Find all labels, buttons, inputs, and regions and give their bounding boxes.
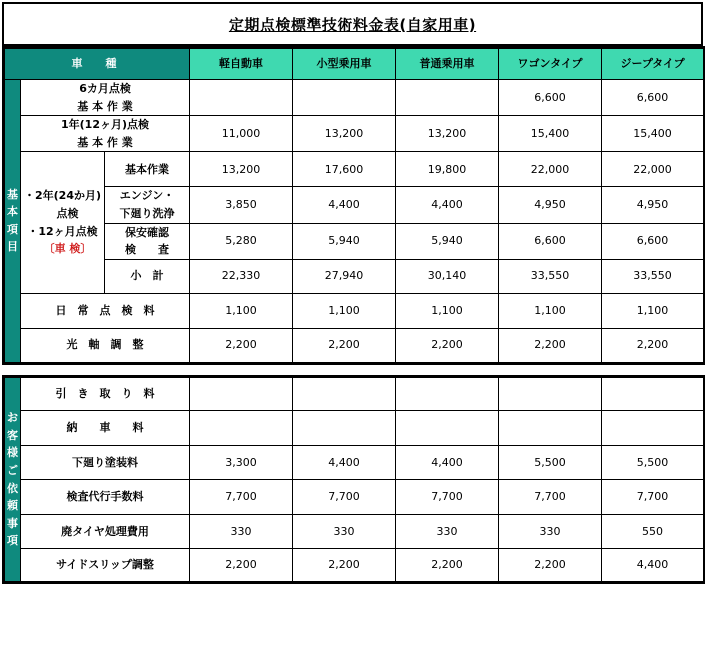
row-label-underbody-paint: 下廻り塗装料	[21, 446, 190, 480]
cell-value	[499, 377, 602, 411]
row-label-engine-wash: エンジン・ 下廻り洗浄	[105, 187, 190, 223]
table-row	[4, 259, 705, 293]
cell-value: 2,200	[190, 328, 293, 363]
table-row	[4, 116, 705, 152]
cell-value: 5,940	[293, 223, 396, 259]
row-label-basic-work: 基本作業	[105, 152, 190, 187]
shaken-label: 〔車 検〕	[43, 242, 92, 256]
cell-value: 4,400	[602, 549, 705, 583]
table-row	[4, 446, 705, 480]
cell-value: 7,700	[602, 480, 705, 515]
cell-value: 5,500	[499, 446, 602, 480]
cell-value	[602, 411, 705, 446]
side-label-basic-items: 基 本 項 目	[4, 80, 21, 364]
cell-value: 11,000	[190, 116, 293, 152]
cell-value: 6,600	[602, 223, 705, 259]
cell-value: 330	[396, 515, 499, 549]
cell-value: 1,100	[190, 293, 293, 328]
cell-value: 550	[602, 515, 705, 549]
col-header-kei: 軽自動車	[190, 48, 293, 80]
table-row	[4, 223, 705, 259]
cell-value	[190, 377, 293, 411]
cell-value: 7,700	[499, 480, 602, 515]
cell-value: 2,200	[396, 549, 499, 583]
cell-value: 15,400	[602, 116, 705, 152]
table-row	[4, 549, 705, 583]
cell-value: 6,600	[499, 80, 602, 116]
cell-value	[499, 411, 602, 446]
cell-value: 2,200	[293, 328, 396, 363]
row-label-delivery-fee: 納 車 料	[21, 411, 190, 446]
cell-value: 15,400	[499, 116, 602, 152]
table-row	[4, 377, 705, 411]
header-row	[4, 48, 705, 80]
row-label-subtotal: 小 計	[105, 259, 190, 293]
cell-value: 2,200	[499, 549, 602, 583]
row-label-pickup-fee: 引 き 取 り 料	[21, 377, 190, 411]
table-row	[4, 480, 705, 515]
cell-value: 27,940	[293, 259, 396, 293]
cell-value: 30,140	[396, 259, 499, 293]
cell-value	[396, 80, 499, 116]
cell-value: 7,700	[396, 480, 499, 515]
cell-value	[190, 80, 293, 116]
page-title: 定期点検標準技術料金表(自家用車)	[228, 15, 477, 34]
cell-value: 330	[499, 515, 602, 549]
row-label-tire-disposal: 廃タイヤ処理費用	[21, 515, 190, 549]
cell-value: 22,000	[602, 152, 705, 187]
row-label-1year: 1年(12ヶ月)点検 基 本 作 業	[21, 116, 190, 152]
row-label-safety-check: 保安確認 検 査	[105, 223, 190, 259]
cell-value: 4,400	[396, 446, 499, 480]
cell-value: 22,000	[499, 152, 602, 187]
cell-value: 330	[190, 515, 293, 549]
cell-value: 19,800	[396, 152, 499, 187]
cell-value: 4,400	[293, 446, 396, 480]
cell-value	[396, 411, 499, 446]
row-label-inspection-agency-fee: 検査代行手数料	[21, 480, 190, 515]
cell-value: 13,200	[293, 116, 396, 152]
cell-value	[293, 377, 396, 411]
cell-value: 5,940	[396, 223, 499, 259]
cell-value: 4,400	[293, 187, 396, 223]
price-table-extra	[2, 375, 705, 584]
cell-value: 330	[293, 515, 396, 549]
cell-value: 3,300	[190, 446, 293, 480]
cell-value: 33,550	[499, 259, 602, 293]
table-row	[4, 328, 705, 363]
cell-value: 3,850	[190, 187, 293, 223]
cell-value: 5,500	[602, 446, 705, 480]
table-row	[4, 152, 705, 187]
cell-value	[293, 411, 396, 446]
row-label-daily-inspection: 日 常 点 検 料	[21, 293, 190, 328]
col-header-jeep: ジープタイプ	[602, 48, 705, 80]
cell-value	[602, 377, 705, 411]
title-box	[2, 2, 703, 46]
group-label-2year: ・2年(24か月) 点検 ・12ヶ月点検 〔車 検〕	[21, 152, 105, 293]
cell-value: 2,200	[293, 549, 396, 583]
cell-value: 13,200	[190, 152, 293, 187]
row-label-side-slip-adjust: サイドスリップ調整	[21, 549, 190, 583]
cell-value: 4,950	[499, 187, 602, 223]
col-header-standard: 普通乗用車	[396, 48, 499, 80]
col-header-wagon: ワゴンタイプ	[499, 48, 602, 80]
col-header-compact: 小型乗用車	[293, 48, 396, 80]
row-label-headlight-adjust: 光 軸 調 整	[21, 328, 190, 363]
cell-value: 4,950	[602, 187, 705, 223]
cell-value: 7,700	[293, 480, 396, 515]
cell-value: 5,280	[190, 223, 293, 259]
cell-value: 1,100	[499, 293, 602, 328]
cell-value: 2,200	[602, 328, 705, 363]
row-label-6month: 6カ月点検 基 本 作 業	[21, 80, 190, 116]
cell-value: 13,200	[396, 116, 499, 152]
vehicle-type-header: 車 種	[4, 48, 190, 80]
price-table-main	[2, 46, 705, 365]
table-row	[4, 411, 705, 446]
side-label-customer-requests: お 客 様 ご 依 頼 事 項	[4, 377, 21, 583]
cell-value	[293, 80, 396, 116]
cell-value: 33,550	[602, 259, 705, 293]
cell-value: 2,200	[190, 549, 293, 583]
table-row	[4, 515, 705, 549]
cell-value	[190, 411, 293, 446]
cell-value: 1,100	[293, 293, 396, 328]
cell-value: 6,600	[499, 223, 602, 259]
table-row	[4, 80, 705, 116]
cell-value: 6,600	[602, 80, 705, 116]
cell-value: 2,200	[396, 328, 499, 363]
cell-value: 2,200	[499, 328, 602, 363]
cell-value: 7,700	[190, 480, 293, 515]
table-row	[4, 187, 705, 223]
cell-value: 4,400	[396, 187, 499, 223]
table-row	[4, 293, 705, 328]
cell-value: 17,600	[293, 152, 396, 187]
cell-value	[396, 377, 499, 411]
cell-value: 1,100	[602, 293, 705, 328]
cell-value: 1,100	[396, 293, 499, 328]
cell-value: 22,330	[190, 259, 293, 293]
